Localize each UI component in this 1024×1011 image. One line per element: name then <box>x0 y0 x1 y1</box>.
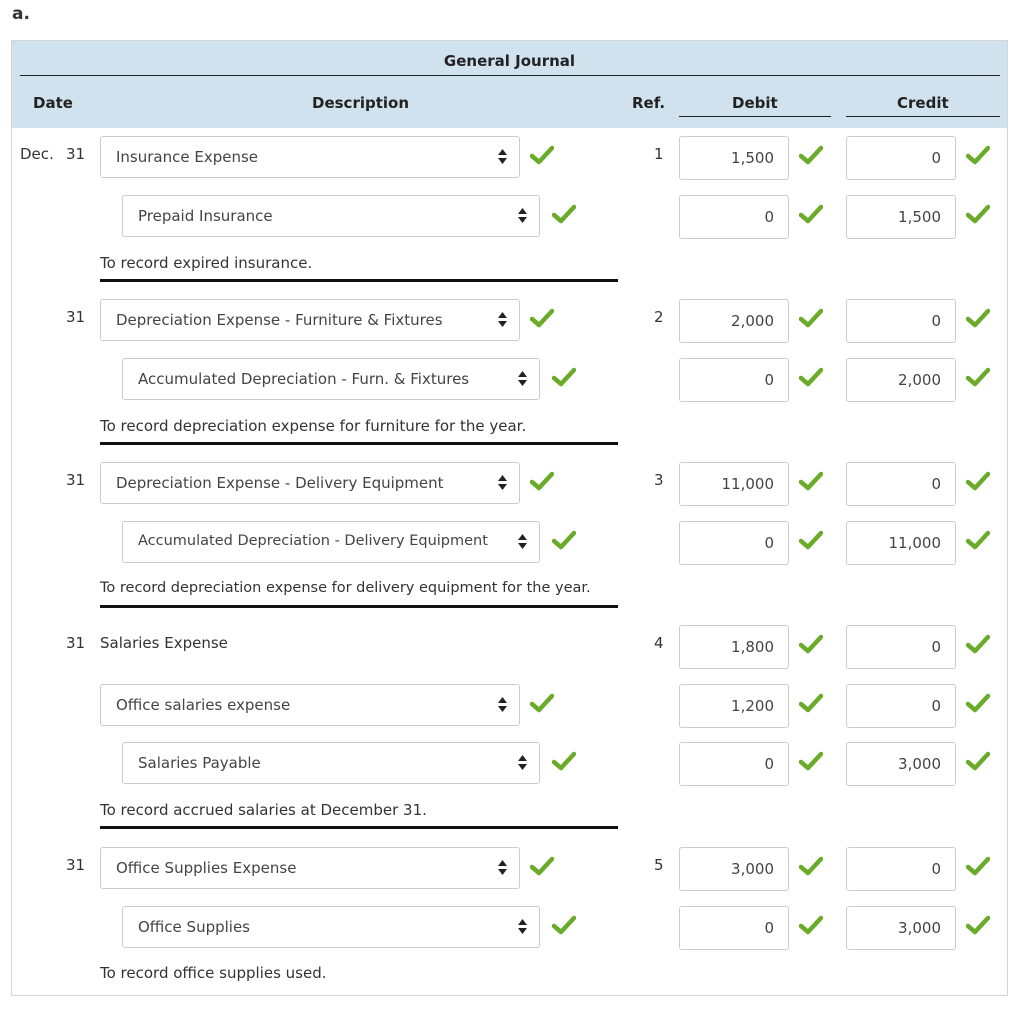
credit-amount-input[interactable]: 0 <box>846 684 956 728</box>
check-icon <box>966 145 990 169</box>
debit-account-select[interactable] <box>100 299 520 341</box>
debit-amount-input[interactable]: 2,000 <box>679 299 789 343</box>
journal-title: General Journal <box>443 52 576 70</box>
check-icon <box>799 915 823 939</box>
credit-amount-input[interactable]: 0 <box>846 299 956 343</box>
selected-account: Prepaid Insurance <box>138 207 273 225</box>
selected-account: Insurance Expense <box>116 148 259 166</box>
check-icon <box>799 471 823 495</box>
updown-arrows-icon <box>518 534 527 553</box>
ref-number: 5 <box>654 856 664 874</box>
updown-arrows-icon <box>498 149 507 168</box>
check-icon <box>966 915 990 939</box>
credit-amount-input[interactable]: 0 <box>846 625 956 669</box>
date-day: 31 <box>66 471 86 489</box>
entry-separator <box>100 279 618 282</box>
credit-amount-input[interactable]: 3,000 <box>846 906 956 950</box>
selected-account: Office Supplies <box>138 918 251 936</box>
ref-number: 2 <box>654 308 664 326</box>
journal-entry-row <box>12 521 1007 561</box>
check-icon <box>530 308 554 332</box>
check-icon <box>799 145 823 169</box>
credit-account-select[interactable] <box>122 521 540 563</box>
check-icon <box>530 145 554 169</box>
entry-separator <box>100 442 618 445</box>
check-icon <box>799 367 823 391</box>
selected-account: Accumulated Depreciation - Furn. & Fixtures <box>138 370 470 388</box>
credit-amount-input[interactable]: 11,000 <box>846 521 956 565</box>
check-icon <box>966 693 990 717</box>
debit-amount-input[interactable]: 0 <box>679 742 789 786</box>
check-icon <box>966 367 990 391</box>
date-day: 31 <box>66 145 86 163</box>
description-column-header: Description <box>312 94 410 112</box>
entry-note: To record depreciation expense for furniture for the year. <box>100 417 527 435</box>
credit-account-select[interactable] <box>122 195 540 237</box>
check-icon <box>530 471 554 495</box>
selected-account: Office Supplies Expense <box>116 859 297 877</box>
debit-amount-input[interactable]: 3,000 <box>679 847 789 891</box>
updown-arrows-icon <box>498 475 507 494</box>
date-day: 31 <box>66 634 86 652</box>
entry-note: To record accrued salaries at December 31. <box>100 801 427 819</box>
ref-number: 1 <box>654 145 664 163</box>
ref-number: 4 <box>654 634 664 652</box>
credit-account-select[interactable] <box>122 742 540 784</box>
check-icon <box>552 915 576 939</box>
date-column-header: Date <box>33 94 73 112</box>
check-icon <box>552 367 576 391</box>
debit-amount-input[interactable]: 0 <box>679 521 789 565</box>
check-icon <box>530 856 554 880</box>
journal-entry-row <box>12 742 1007 782</box>
selected-account: Depreciation Expense - Delivery Equipment <box>116 474 444 492</box>
debit-amount-input[interactable]: 0 <box>679 195 789 239</box>
credit-amount-input[interactable]: 3,000 <box>846 742 956 786</box>
updown-arrows-icon <box>498 312 507 331</box>
debit-account-select[interactable] <box>100 462 520 504</box>
debit-account-select[interactable] <box>100 136 520 178</box>
date-day: 31 <box>66 308 86 326</box>
journal-entry-row <box>12 847 1007 887</box>
check-icon <box>799 751 823 775</box>
credit-header-rule <box>846 116 1000 117</box>
journal-entry-row <box>12 684 1007 724</box>
debit-amount-input[interactable]: 1,800 <box>679 625 789 669</box>
journal-entry-row <box>12 462 1007 502</box>
check-icon <box>966 751 990 775</box>
debit-amount-input[interactable]: 1,500 <box>679 136 789 180</box>
debit-amount-input[interactable]: 0 <box>679 906 789 950</box>
journal-entry-row <box>12 625 1007 665</box>
entry-separator <box>100 605 618 608</box>
check-icon <box>799 634 823 658</box>
updown-arrows-icon <box>498 860 507 879</box>
updown-arrows-icon <box>518 755 527 774</box>
ref-column-header: Ref. <box>632 94 666 112</box>
check-icon <box>552 751 576 775</box>
entry-note: To record office supplies used. <box>100 964 327 982</box>
check-icon <box>530 693 554 717</box>
header-rule <box>20 75 1000 76</box>
ref-number: 3 <box>654 471 664 489</box>
entry-note: To record depreciation expense for delivery equipment for the year. <box>100 580 591 596</box>
credit-account-select[interactable] <box>122 358 540 400</box>
debit-amount-input[interactable]: 1,200 <box>679 684 789 728</box>
check-icon <box>966 471 990 495</box>
debit-amount-input[interactable]: 0 <box>679 358 789 402</box>
selected-account: Salaries Payable <box>138 754 261 772</box>
check-icon <box>966 530 990 554</box>
selected-account: Depreciation Expense - Furniture & Fixtures <box>116 311 443 329</box>
updown-arrows-icon <box>498 697 507 716</box>
credit-account-select[interactable] <box>122 906 540 948</box>
selected-account: Office salaries expense <box>116 696 291 714</box>
credit-amount-input[interactable]: 1,500 <box>846 195 956 239</box>
journal-entry-row <box>12 299 1007 339</box>
journal-entry-row <box>12 906 1007 946</box>
credit-amount-input[interactable]: 0 <box>846 136 956 180</box>
credit-amount-input[interactable]: 2,000 <box>846 358 956 402</box>
check-icon <box>966 308 990 332</box>
debit-header-rule <box>679 116 831 117</box>
check-icon <box>799 856 823 880</box>
check-icon <box>799 308 823 332</box>
check-icon <box>552 530 576 554</box>
journal-entry-row <box>12 358 1007 398</box>
check-icon <box>799 693 823 717</box>
debit-account-select[interactable] <box>100 684 520 726</box>
check-icon <box>966 856 990 880</box>
debit-account-select[interactable] <box>100 847 520 889</box>
journal-entry-row <box>12 195 1007 235</box>
credit-amount-input[interactable]: 0 <box>846 462 956 506</box>
entry-note: To record expired insurance. <box>100 254 313 272</box>
check-icon <box>966 204 990 228</box>
general-journal-panel <box>11 40 1008 996</box>
journal-entry-row <box>12 136 1007 176</box>
check-icon <box>552 204 576 228</box>
updown-arrows-icon <box>518 919 527 938</box>
check-icon <box>799 530 823 554</box>
part-label: a. <box>12 4 30 24</box>
updown-arrows-icon <box>518 371 527 390</box>
date-month: Dec. <box>20 145 54 163</box>
entry-separator <box>100 826 618 829</box>
debit-amount-input[interactable]: 11,000 <box>679 462 789 506</box>
updown-arrows-icon <box>518 208 527 227</box>
selected-account: Accumulated Depreciation - Delivery Equipment <box>138 533 488 549</box>
account-label: Salaries Expense <box>100 634 228 652</box>
debit-column-header: Debit <box>732 94 778 112</box>
credit-amount-input[interactable]: 0 <box>846 847 956 891</box>
check-icon <box>799 204 823 228</box>
credit-column-header: Credit <box>897 94 949 112</box>
journal-header <box>12 41 1007 128</box>
date-day: 31 <box>66 856 86 874</box>
check-icon <box>966 634 990 658</box>
